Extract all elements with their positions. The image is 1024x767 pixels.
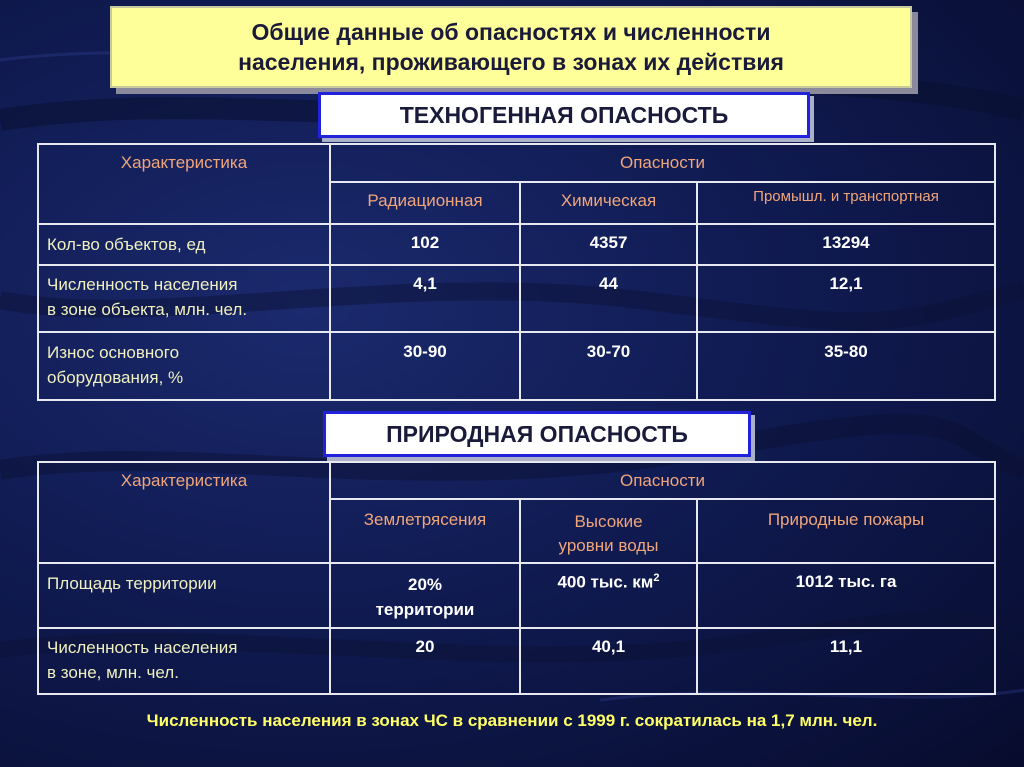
table-row [38, 265, 995, 332]
cell-value: 13294 [697, 224, 995, 265]
cell-value: 11,1 [697, 628, 995, 694]
table-row [38, 224, 995, 265]
cell-value: 30-70 [520, 332, 697, 400]
table-row [38, 563, 995, 628]
row-label [38, 332, 330, 400]
table-row [38, 628, 995, 694]
col-characteristic: Характеристика [38, 144, 330, 224]
section-heading-natural-label: ПРИРОДНАЯ ОПАСНОСТЬ [386, 420, 688, 447]
cell-value: 40,1 [520, 628, 697, 694]
cell-value: 102 [330, 224, 520, 265]
subcol-high-water-line: Высокие [574, 512, 643, 531]
subcol-high-water-line: уровни воды [558, 536, 659, 555]
cell-value-superscript: 2 [653, 572, 660, 584]
section-heading-technogenic-label: ТЕХНОГЕННАЯ ОПАСНОСТЬ [399, 101, 729, 128]
cell-value-text: 400 тыс. км [557, 572, 654, 592]
subcol-industrial-transport: Промышл. и транспортная [697, 182, 995, 224]
row-label-line: оборудования, % [47, 368, 184, 387]
summary-note: Численность населения в зонах ЧС в сравнении с 1999 г. сократилась на 1,7 млн. чел. [146, 711, 878, 730]
cell-value: 1012 тыс. га [697, 563, 995, 628]
cell-value [330, 563, 520, 628]
cell-value-line: 20% [407, 575, 443, 594]
col-hazards: Опасности [330, 462, 995, 499]
cell-value: 30-90 [330, 332, 520, 400]
cell-value: 44 [520, 265, 697, 332]
subcol-high-water [520, 499, 697, 563]
slide-title-line2: населения, проживающего в зонах их действия [238, 49, 784, 75]
subcol-earthquakes: Землетрясения [330, 499, 520, 563]
row-label-line: Износ основного [47, 343, 180, 362]
cell-value: 20 [330, 628, 520, 694]
technogenic-hazards-table [37, 143, 996, 401]
section-heading-natural [323, 411, 751, 457]
slide-title-line1: Общие данные об опасностях и численности [251, 19, 771, 45]
row-label-line: Численность населения [47, 275, 238, 294]
row-label-line: в зоне, млн. чел. [47, 663, 179, 682]
col-hazards: Опасности [330, 144, 995, 182]
cell-value: 4,1 [330, 265, 520, 332]
row-label [38, 628, 330, 694]
cell-value: 4357 [520, 224, 697, 265]
subcol-chemical: Химическая [520, 182, 697, 224]
cell-value-line: территории [375, 600, 475, 619]
row-label-line: Численность населения [47, 638, 238, 657]
table-row [38, 332, 995, 400]
col-characteristic: Характеристика [38, 462, 330, 563]
row-label [38, 265, 330, 332]
cell-value: 12,1 [697, 265, 995, 332]
section-heading-technogenic [318, 92, 810, 138]
natural-hazards-table [37, 461, 996, 695]
row-label: Кол-во объектов, ед [38, 224, 330, 265]
slide-title [110, 6, 912, 88]
subcol-wildfires: Природные пожары [697, 499, 995, 563]
cell-value: 35-80 [697, 332, 995, 400]
subcol-radiation: Радиационная [330, 182, 520, 224]
row-label-line: в зоне объекта, млн. чел. [47, 300, 248, 319]
row-label: Площадь территории [38, 563, 330, 628]
cell-value [520, 563, 697, 628]
